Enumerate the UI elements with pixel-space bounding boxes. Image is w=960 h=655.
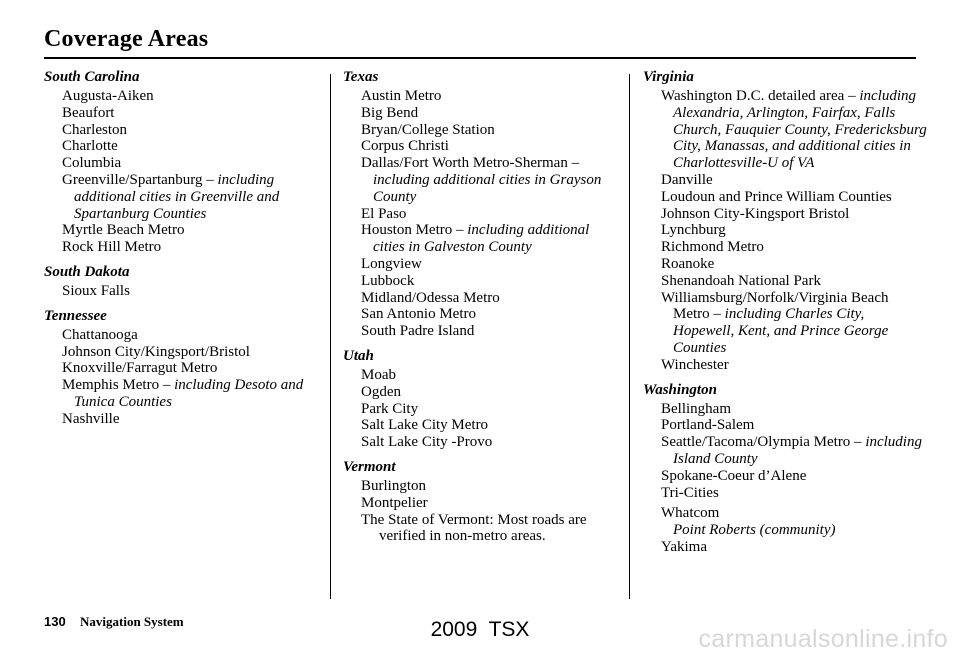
page-number: 130 (44, 614, 66, 629)
state-heading-virginia: Virginia (643, 69, 694, 85)
state-heading-texas: Texas (343, 69, 379, 85)
coverage-note: including additional cities in Galveston County (373, 222, 590, 256)
list-item: Beaufort (62, 104, 115, 121)
list-item: Richmond Metro (661, 239, 764, 256)
coverage-note: including Island County (673, 434, 922, 467)
coverage-note: including Alexandria, Arlington, Fairfax, Falls Church, Fauquier County, Fredericksburg City, Manassas, and additional cities in Charlottesville-U of VA (673, 88, 927, 172)
coverage-note: including Desoto and Tunica Counties (74, 377, 304, 410)
list-item: Chattanooga (62, 326, 138, 343)
state-heading-south-dakota: South Dakota (44, 263, 130, 280)
city-name: Williamsburg/Norfolk/Virginia Beach Metro – (661, 289, 889, 323)
list-item: Ogden (361, 383, 401, 400)
model-watermark: 2009 TSX (430, 618, 530, 641)
list-item: Danville (661, 171, 713, 188)
page-title: Coverage Areas (44, 26, 209, 52)
list-item: Roanoke (661, 255, 715, 272)
state-heading-south-carolina: South Carolina (44, 69, 140, 85)
list-item: Salt Lake City -Provo (361, 434, 493, 451)
list-item (361, 222, 623, 256)
list-item: San Antonio Metro (361, 306, 476, 323)
list-item: Burlington (361, 477, 427, 494)
list-item: Bellingham (661, 400, 731, 417)
coverage-note: including Charles City, Hopewell, Kent, and Prince George Counties (673, 306, 889, 356)
list-item: Lynchburg (661, 222, 726, 239)
list-item: Charleston (62, 121, 127, 138)
coverage-note: including additional cities in Greenville and Spartanburg Counties (74, 171, 280, 222)
state-heading-tennessee: Tennessee (44, 307, 107, 324)
city-name: Washington D.C. detailed area – (661, 88, 860, 104)
state-heading-vermont: Vermont (343, 458, 396, 475)
city-name: Dallas/Fort Worth Metro-Sherman – (361, 155, 580, 172)
list-item: Portland-Salem (661, 417, 755, 434)
list-item: Columbia (62, 155, 122, 172)
list-item: Salt Lake City Metro (361, 417, 489, 434)
list-item: Yakima (661, 538, 707, 555)
list-item: Spokane-Coeur d’Alene (661, 467, 807, 484)
list-item (361, 155, 623, 205)
list-item: Nashville (62, 410, 120, 427)
list-item: El Paso (361, 205, 407, 222)
list-item: Montpelier (361, 494, 428, 511)
title-rule (44, 57, 916, 59)
list-item (62, 377, 324, 411)
list-item (661, 88, 928, 172)
list-item: Myrtle Beach Metro (62, 222, 185, 239)
list-item: Rock Hill Metro (62, 239, 162, 256)
site-watermark: carmanualsonline.info (698, 625, 948, 653)
list-item: Lubbock (361, 272, 415, 289)
list-item: Big Bend (361, 104, 419, 121)
city-name: Whatcom (661, 505, 720, 522)
list-item: Austin Metro (361, 88, 442, 104)
state-heading-utah: Utah (343, 347, 374, 364)
list-item: Corpus Christi (361, 138, 449, 155)
list-item: Johnson City-Kingsport Bristol (661, 205, 850, 222)
column-1 (44, 68, 324, 428)
state-heading-washington: Washington (643, 381, 717, 398)
list-item: South Padre Island (361, 323, 475, 340)
list-item: Charlotte (62, 138, 118, 155)
list-item: Longview (361, 255, 422, 272)
column-divider-1 (330, 74, 331, 599)
list-item: Augusta-Aiken (62, 88, 154, 104)
city-name: Greenville/Spartanburg – (62, 171, 218, 188)
list-item: Bryan/College Station (361, 121, 495, 138)
city-name: Houston Metro – (361, 222, 468, 239)
list-item: Loudoun and Prince William Counties (661, 188, 892, 205)
list-item: Shenandoah National Park (661, 272, 821, 289)
city-name: Seattle/Tacoma/Olympia Metro – (661, 434, 866, 451)
list-item: Tri-Cities (661, 484, 719, 501)
column-2 (343, 68, 623, 545)
city-name: Memphis Metro – (62, 377, 175, 394)
list-item (62, 172, 324, 222)
column-divider-2 (629, 74, 630, 599)
list-item: Moab (361, 366, 396, 383)
list-item: Park City (361, 400, 419, 417)
list-item: Midland/Odessa Metro (361, 289, 500, 306)
list-item: The State of Vermont: Most roads are verified in non-metro areas. (361, 511, 587, 545)
column-3 (643, 68, 928, 556)
list-item: Johnson City/Kingsport/Bristol (62, 343, 250, 360)
list-item (661, 290, 928, 357)
list-item: Winchester (661, 356, 729, 373)
list-item: Sioux Falls (62, 282, 130, 299)
coverage-note: Point Roberts (community) (673, 522, 836, 539)
list-item (661, 505, 928, 539)
coverage-note: including additional cities in Grayson County (373, 171, 602, 205)
footer-label: Navigation System (80, 614, 184, 629)
list-item (661, 434, 928, 468)
list-item: Knoxville/Farragut Metro (62, 360, 218, 377)
